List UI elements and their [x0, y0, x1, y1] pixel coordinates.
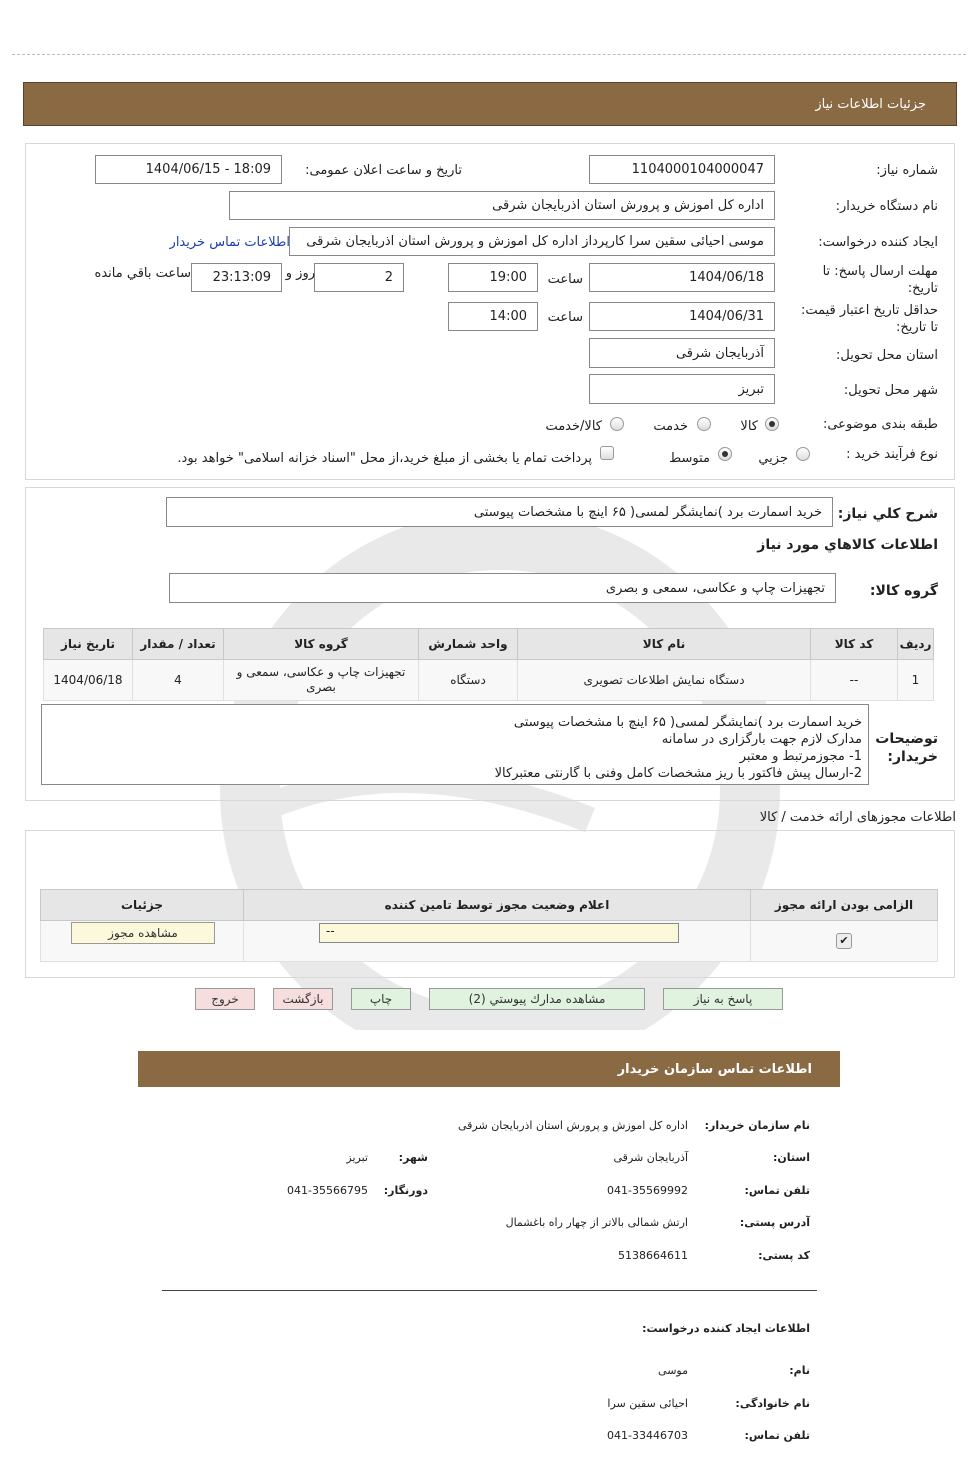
contact-province-value: آذربایجان شرقی — [613, 1151, 688, 1164]
contact-phone-label: تلفن تماس: — [744, 1184, 810, 1197]
print-button[interactable]: چاپ — [351, 988, 411, 1010]
contact-postal-value: 5138664611 — [618, 1249, 688, 1262]
contact-city-label: شهر: — [398, 1151, 428, 1164]
buyer-org-label: نام دستگاه خریدار: — [835, 199, 938, 214]
exit-button[interactable]: خروج — [195, 988, 255, 1010]
category-radio-goods-service[interactable] — [610, 417, 624, 431]
deadline-time-field: 19:00 — [448, 263, 538, 292]
contact-org-label: نام سازمان خریدار: — [704, 1119, 810, 1132]
buyer-notes-label-2: خريدار: — [887, 749, 938, 765]
cell-unit: دستگاه — [419, 660, 518, 701]
creator-family-value: احیائی سقین سرا — [607, 1397, 688, 1410]
buyer-org-field: اداره کل اموزش و پرورش استان اذربایجان شرقی — [229, 191, 775, 220]
buyer-contact-link[interactable]: اطلاعات تماس خریدار — [169, 235, 290, 250]
contact-fax-value: 041-35566795 — [287, 1184, 368, 1197]
contact-org-value: اداره کل اموزش و پرورش استان اذربایجان شرقی — [457, 1119, 688, 1132]
process-label: نوع فرآیند خرید : — [846, 447, 938, 462]
cell-item-name: دستگاه نمایش اطلاعات تصویری — [518, 660, 811, 701]
deadline-label-1: مهلت ارسال پاسخ: تا — [822, 264, 938, 279]
city-label: شهر محل تحویل: — [843, 383, 938, 398]
cell-license-required — [751, 921, 938, 962]
process-radio-minor[interactable] — [796, 447, 810, 461]
contact-fax-label: دورنگار: — [383, 1184, 428, 1197]
col-need-date: تاريخ نياز — [44, 629, 133, 660]
contact-divider — [162, 1290, 817, 1291]
creator-info-title: اطلاعات ایجاد کننده درخواست: — [642, 1322, 810, 1335]
buyer-contact-header — [138, 1051, 840, 1087]
price-valid-time-label: ساعت — [547, 310, 583, 325]
price-valid-label-2: تا تاریخ: — [896, 320, 938, 335]
contact-city-value: تبریز — [346, 1151, 368, 1164]
contact-phone-value: 041-35569992 — [607, 1184, 688, 1197]
goods-table-header-row — [44, 629, 934, 660]
license-required-checkbox: ✔ — [836, 933, 852, 949]
need-number-label: شماره نیاز: — [876, 163, 938, 178]
days-remaining-field: 2 — [314, 263, 404, 292]
col-unit: واحد شمارش — [419, 629, 518, 660]
cell-item-code: -- — [811, 660, 898, 701]
cell-item-group: تجهیزات چاپ و عکاسی، سمعی و بصری — [224, 660, 419, 701]
need-description-label: شرح كلي نياز: — [837, 506, 938, 522]
contact-address-value: ارتش شمالی بالاتر از چهار راه باغشمال — [505, 1216, 688, 1229]
remaining-label: ساعت باقي مانده — [94, 266, 191, 281]
creator-name-label: نام: — [789, 1364, 810, 1377]
contact-address-label: آدرس پستی: — [739, 1216, 810, 1229]
need-number-field: 1104000104000047 — [589, 155, 775, 184]
view-license-button[interactable]: مشاهده مجوز — [71, 922, 215, 944]
deadline-label-2: تاریخ: — [907, 281, 938, 296]
creator-phone-label: تلفن تماس: — [744, 1429, 810, 1442]
price-valid-time-field: 14:00 — [448, 302, 538, 331]
need-description-field: خرید اسمارت برد )نمایشگر لمسی( ۶۵ اینچ با مشخصات پیوستی — [166, 497, 833, 527]
cell-quantity: 4 — [133, 660, 224, 701]
buyer-notes-box — [41, 704, 869, 785]
notes-line: 2-ارسال پیش فاکتور با ریز مشخصات کامل وفنی با گارنتی معتبرکالا — [494, 766, 862, 781]
creator-label: ایجاد کننده درخواست: — [818, 235, 938, 250]
days-label: روز و — [285, 266, 315, 281]
category-radio-service[interactable] — [697, 417, 711, 431]
category-option-goods: کالا — [740, 419, 758, 434]
col-license-status: اعلام وضعیت مجوز توسط تامین کننده — [244, 890, 751, 921]
buyer-notes-label-1: توضيحات — [875, 731, 938, 747]
creator-phone-value: 041-33446703 — [607, 1429, 688, 1442]
deadline-date-field: 1404/06/18 — [589, 263, 775, 292]
license-section-title: اطلاعات مجوزهای ارائه خدمت / کالا — [759, 810, 956, 825]
col-quantity: تعداد / مقدار — [133, 629, 224, 660]
notes-line: خرید اسمارت برد )نمایشگر لمسی( ۶۵ اینچ با مشخصات پیوستی — [513, 715, 862, 730]
license-status-field: -- — [319, 923, 679, 943]
process-option-medium: متوسط — [669, 451, 710, 466]
goods-items-table — [43, 628, 934, 701]
deadline-time-label: ساعت — [547, 272, 583, 287]
col-license-required: الزامی بودن ارائه مجوز — [751, 890, 938, 921]
category-radio-goods[interactable] — [765, 417, 779, 431]
price-valid-date-field: 1404/06/31 — [589, 302, 775, 331]
page-title: جزئیات اطلاعات نیاز — [815, 97, 926, 112]
cell-need-date: 1404/06/18 — [44, 660, 133, 701]
cell-row-number: 1 — [898, 660, 934, 701]
creator-name-value: موسی — [658, 1364, 688, 1377]
treasury-payment-note: پرداخت تمام یا بخشی از مبلغ خرید،از محل "اسناد خزانه اسلامی" خواهد بود. — [177, 451, 592, 466]
price-valid-label-1: حداقل تاریخ اعتبار قیمت: — [800, 303, 938, 318]
goods-group-field: تجهیزات چاپ و عکاسی، سمعی و بصری — [169, 573, 836, 603]
col-item-code: كد كالا — [811, 629, 898, 660]
remaining-time-field: 23:13:09 — [191, 263, 282, 292]
process-radio-medium[interactable] — [718, 447, 732, 461]
contact-postal-label: کد پستی: — [758, 1249, 810, 1262]
page-header — [23, 82, 957, 126]
treasury-payment-checkbox[interactable] — [600, 446, 614, 460]
announce-label: تاریخ و ساعت اعلان عمومی: — [305, 163, 462, 178]
category-label: طبقه بندی موضوعی: — [822, 417, 938, 432]
notes-line: 1- مجوزمرتبط و معتبر — [739, 749, 862, 764]
creator-field: موسی احیائی سقین سرا کارپرداز اداره کل اموزش و پرورش استان اذربایجان شرقی — [289, 227, 775, 256]
col-item-group: گروه كالا — [224, 629, 419, 660]
back-button[interactable]: بازگشت — [273, 988, 333, 1010]
col-license-details: جزئیات — [41, 890, 244, 921]
buyer-contact-title: اطلاعات تماس سازمان خریدار — [617, 1062, 812, 1077]
city-field: تبریز — [589, 374, 775, 404]
col-item-name: نام كالا — [518, 629, 811, 660]
table-row — [44, 660, 934, 701]
notes-line: مدارک لازم جهت بارگزاری در سامانه — [661, 732, 862, 747]
license-header-row — [41, 890, 938, 921]
category-option-goods-service: کالا/خدمت — [545, 419, 602, 434]
view-attachments-button[interactable]: مشاهده مدارك پيوستي (2) — [429, 988, 645, 1010]
top-divider — [12, 54, 966, 55]
process-option-minor: جزيي — [758, 451, 788, 466]
creator-family-label: نام خانوادگی: — [735, 1397, 810, 1410]
category-option-service: خدمت — [653, 419, 688, 434]
reply-to-need-button[interactable]: پاسخ به نياز — [663, 988, 783, 1010]
contact-province-label: استان: — [773, 1151, 810, 1164]
col-row-number: رديف — [898, 629, 934, 660]
goods-info-title: اطلاعات كالاهاي مورد نياز — [757, 537, 938, 553]
province-label: استان محل تحویل: — [836, 348, 938, 363]
announce-field: 1404/06/15 - 18:09 — [95, 155, 282, 184]
province-field: آذربایجان شرقی — [589, 338, 775, 368]
goods-group-label: گروه كالا: — [869, 583, 938, 599]
